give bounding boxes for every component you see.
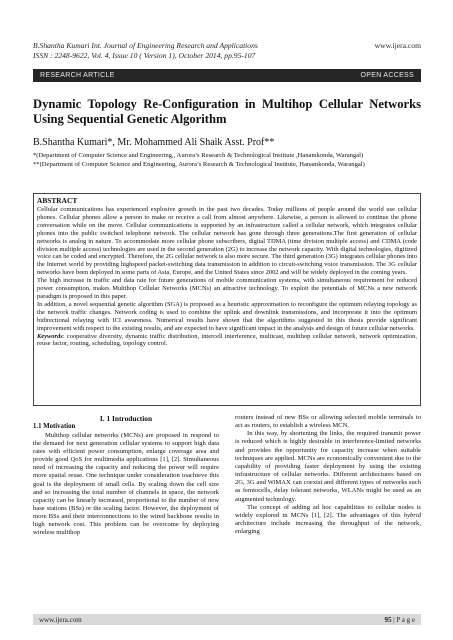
keywords-text: : cooperative diversity, dynamic traffic distribution, intercell interference, multicast, multihop cellular network, network optimization, reuse factor, routing, scheduling, topology control. [37,332,417,348]
journal-url[interactable]: www.ijera.com [374,41,421,50]
body-text: architecture include increasing the throughput of the network, enlarging [235,520,421,536]
affiliation-2: **(Department of Computer Science and Engineering, Aurora’s Research & Technological Institute, Hanamkonda, Warangal) [33,161,365,169]
page-number-value: 95 [384,615,392,624]
emphasis-hybrid: hybrid [403,511,421,519]
abstract-heading: ABSTRACT [37,196,78,205]
open-access-label: OPEN ACCESS [360,72,414,79]
journal-line: B.Shantha Kumari Int. Journal of Engineering Research and Applications [33,41,258,50]
subsection-title: 1.1 Motivation [33,423,76,430]
body-paragraph: routers instead of new BSs or allowing selected mobile terminals to act as routers, to establish a wireless MCN. [235,414,421,430]
body-column-left [33,414,219,538]
article-type-banner [33,69,421,82]
page-footer [33,614,421,625]
section-title: I. 1 Introduction [99,414,153,423]
abstract-box [33,193,421,406]
affiliation-1: *(Department of Computer Science and Engineering,, Aurora’s Research & Technological Institute ,Hanamkonda, Warangal) [33,152,364,159]
footer-url[interactable]: www.ijera.com [39,615,82,624]
body-text: The concept of adding ad hoc capabilities to cellular nodes is widely explored in MCNs [1], [2]. The advantages of this [235,503,421,519]
keywords-label: Keywords [37,332,63,340]
body-paragraph: Multihop cellular networks (MCNs) are proposed in respond to the demand for next generation cellular systems to support high data rates with efficient power consumption, enlarge coverage area and provide good QoS for multimedia applications [1], [2]. Simultaneous need of increasing the capacity and reducing the power will require more spatial reuse. One technique under consideration toachieve this goal is the deployment of small cells. By scaling down the cell size and so increasing the total number of channels in space, the network capacity can be linearly increased, proportional to the number of new base stations (BSs) or the scaling factor. However, the deployment of more BSs and their interconnections to the wired backbone results in high network cost. This problem can be overcome by deploying wireless multihop [33,431,219,537]
body-paragraph: In this way, by shortening the links, the required transmit power is reduced which is highly desirable in interference-limited networks and provides the opportunity for capacity increase when suitable techniques are applied. MCNs are economically convenient due to the capability of providing faster deployment by using the existing infrastructure of cellular networks. Different architectures based on 2G, 3G and WiMAX can coexist and different types of networks such as femtocells, delay tolerant networks, WLANs might be used as an augmented technology. [235,430,421,503]
paper-title: Dynamic Topology Re-Configuration in Multihop Cellular Networks Using Sequential Genetic Algorithm [33,97,421,126]
abstract-paragraph-3: In addition, a novel sequential genetic algorithm (SGA) is proposed as a heuristic approximation to reconfigure the optimum relaying topology as the network traffic changes. Network coding is used to combine the uplink and downlink transmissions, and incorporate it into the optimum bidirectional relaying with ICI awareness. Numerical results have shown that the algorithms suggested in this thesis provide significant improvement with respect to the existing results, and are expected to have significant impact in the analysis and design of future cellular networks. [37,300,417,332]
page-number [385,616,416,624]
research-article-label: RESEARCH ARTICLE [40,72,115,79]
body-column-right [235,414,421,536]
issn-line: ISSN : 2248-9622, Vol. 4, Issue 10 ( Version 1), October 2014, pp.95-107 [33,51,256,60]
page-label: | P a g e [391,615,415,624]
body-paragraph [235,504,421,537]
keywords [37,333,417,349]
abstract-paragraph-1: Cellular communications has experienced explosive growth in the past two decades. Today millions of people around the world use cellular phones. Cellular phones allow a person to make or receive a call from almost anywhere. Likewise, a person is allowed to continue the phone conversation while on the move. Cellular communications is supported by an infrastructure called a cellular network, which integrates cellular phones into the public switched telephone network. The cellular network has gone through three generations.The first generation of cellular networks is analog in nature. To accommodate more cellular phone subscribers, digital TDMA (time division multiple access) and CDMA (code division multiple access) technologies are used in the second generation (2G) to increase the network capacity. With digital technologies, digitized voice can be coded and encrypted. Therefore, the 2G cellular network is also more secure. The third generation (3G) integrates cellular phones into the Internet world by providing highspeed packet-switching data transmission in addition to circuit-switching voice transmission. The 3G cellular networks have been deployed in some parts of Asia, Europe, and the United States since 2002 and will be widely deployed in the coming years. [37,206,417,277]
running-header [33,41,421,61]
affiliations [33,152,421,170]
abstract-paragraph-2: The high increase in traffic and data rate for future generations of mobile communication systems, with simultaneous requirement for reduced power consumption, makes Multihop Cellular Networks (MCNs) an attractive technology. To exploit the potentials of MCNs a new network paradigm is proposed in this paper. [37,277,417,300]
author-line: B.Shantha Kumari*, Mr. Mohammed Ali Shaik Asst. Prof** [33,137,275,148]
